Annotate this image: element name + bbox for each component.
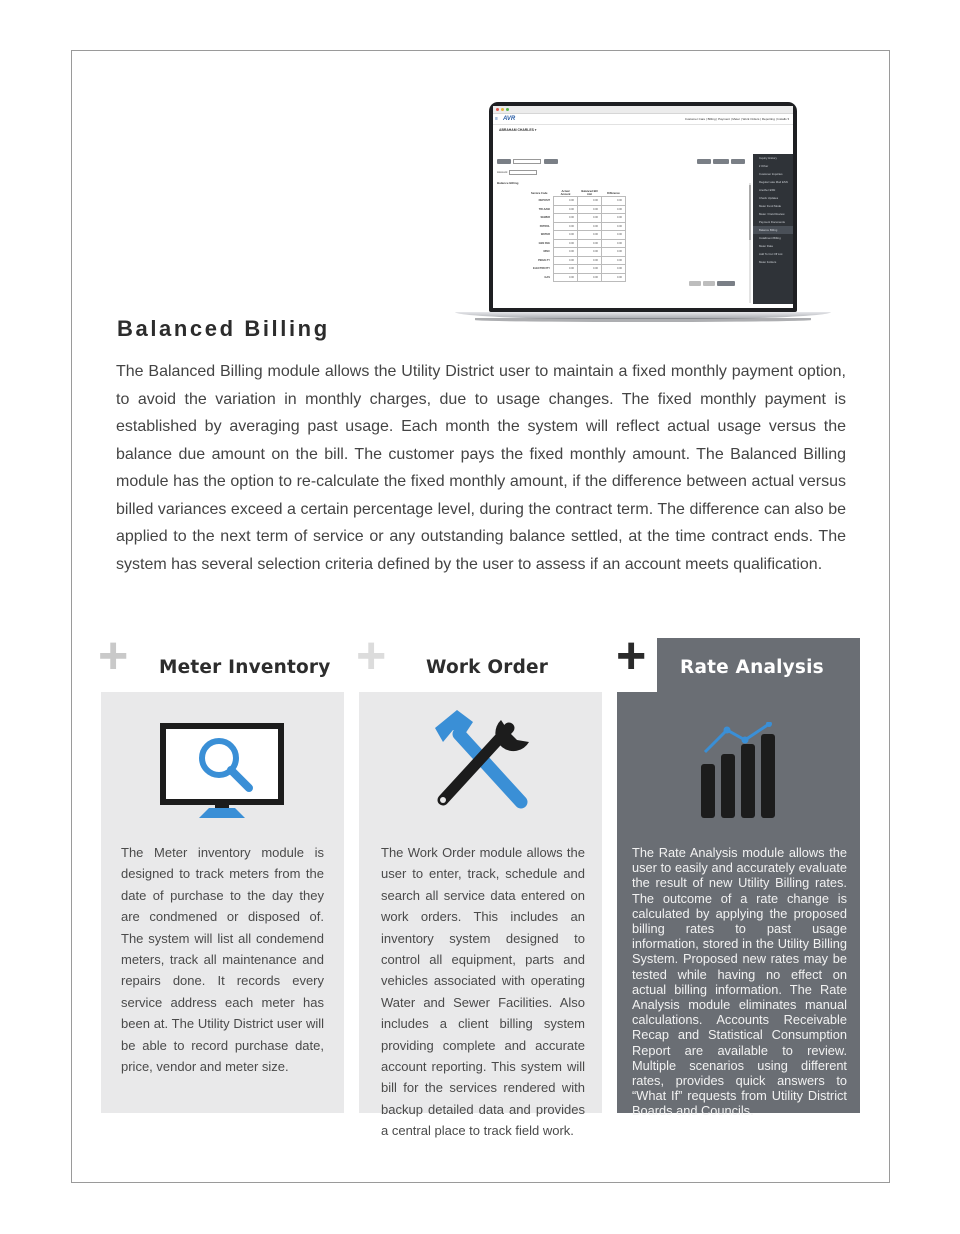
amount-cell: 0.00 [554,256,578,265]
section-body: The Balanced Billing module allows the Utility District user to maintain a fixed monthly payment option, to avoid the variation in monthly charges, due to usage changes. The fixed monthly payment is established by averaging past usage. Each month the system will reflect actual usage versus the balance due amount on the bill. The customer pays the fixed monthly amount. The Balanced Billing module has the option to re-calculate the fixed monthly amount, if the difference between actual versus billed variances exceed a certain percentage level, during the contract term. The difference can also be applied to the next term of service or any outstanding balance settled, at the time contract ends. The system has several selection criteria defined by the user to assess if an account meets qualification. [116,363,846,573]
amount-cell: 0.00 [602,265,626,274]
amount-cell: 0.00 [602,214,626,223]
sidebar-item[interactable]: Inquiry History [759,156,777,160]
service-code-cell: MISC [543,250,550,254]
account-row [497,170,747,174]
app-logo: AVR [503,116,516,122]
amount-cell: 0.00 [578,256,602,265]
app-sidebar [753,154,793,304]
sidebar-item[interactable]: Installment Billing [759,236,781,240]
service-code-cell: PENALTY [538,258,550,262]
close-dot-icon[interactable] [496,108,499,111]
sidebar-item[interactable]: Customer Inquiries [759,172,783,176]
toolbar-button-3[interactable] [731,159,745,164]
window-titlebar [493,106,793,114]
meter-inventory-card [98,627,344,1113]
customer-name[interactable]: ABRAHAM CHARLES ▾ [499,128,537,132]
column-header: Service Code [531,191,548,195]
table-row [525,256,626,265]
amount-cell: 0.00 [578,197,602,206]
sidebar-item[interactable]: Payment Documents [759,220,785,224]
service-code-cell: ELECTRICITY [532,267,550,271]
card-tab [657,638,860,692]
toolbar-button-2[interactable] [713,159,729,164]
amount-cell: 0.00 [602,273,626,282]
sidebar-item[interactable]: Check Updates [759,196,779,200]
footer-button-2[interactable] [703,281,715,286]
search-button[interactable] [497,159,511,164]
amount-cell: 0.00 [554,197,578,206]
amount-cell: 0.00 [554,273,578,282]
sidebar-item[interactable]: Meter / Field Review [759,212,785,216]
service-code-cell: PATROL [539,224,550,228]
amount-cell: 0.00 [554,248,578,257]
table-row [525,197,626,206]
table-row [525,222,626,231]
minimize-dot-icon[interactable] [501,108,504,111]
amount-cell: 0.00 [578,231,602,240]
card-tab [141,638,344,692]
maximize-dot-icon[interactable] [506,108,509,111]
table-row [525,231,626,240]
column-header: Balanced Bill Amt [581,190,598,196]
column-header: Actual Amount [560,190,571,196]
footer-buttons [689,281,749,286]
card-tab [399,638,602,692]
amount-cell: 0.00 [554,231,578,240]
amount-cell: 0.00 [602,222,626,231]
amount-cell: 0.00 [554,214,578,223]
search-select[interactable] [513,159,541,164]
card-description: The Work Order module allows the user to enter, track, schedule and search all service data entered on work orders. This includes an inventory system designed to control all equipment, parts and vehicles associated with operating Water and Sewer Facilities. Also includes a client billing system providing complete and accurate account reporting. This system will bill for the services rendered with backup detailed data and provides a central place to track field work. [381,845,585,1139]
balance-table [525,190,626,282]
card-title: Rate Analysis [680,657,824,678]
amount-cell: 0.00 [578,214,602,223]
scrollbar-thumb[interactable] [749,185,751,240]
sidebar-item[interactable]: Add To Cut Off List [759,252,783,256]
amount-cell: 0.00 [602,197,626,206]
sidebar-item[interactable]: Meter Fund Mode [759,204,782,208]
amount-cell: 0.00 [602,239,626,248]
go-button[interactable] [544,159,558,164]
plus-icon: + [616,627,647,685]
table-row [525,239,626,248]
footer-button-1[interactable] [689,281,701,286]
sidebar-item[interactable]: Meter Data [759,244,773,248]
card-description: The Rate Analysis module allows the user to easily and accurately evaluate the result of new Utility Billing rates. The outcome of a rate change is calculated by applying the proposed billing rates to past usage information, stored in the Utility Billing System. Proposed new rates may be tested while having no effect on actual billing information. The Rate Analysis module eliminates manual calculations. Accounts Receivable Recap and Statistical Consumption Report are available to review. Multiple scenarios using different rates, provides quick answers to “What If” requests from Utility District Boards and Councils. [632,845,847,1119]
service-code-cell: GAS [544,275,550,279]
amount-cell: 0.00 [554,265,578,274]
section-label: Balance Billing [497,181,519,185]
bar-chart-trend-icon [699,722,783,818]
plus-icon: + [98,627,129,685]
column-header: Difference [607,191,620,195]
section-title: Balanced Billing [117,316,330,341]
table-row [525,248,626,257]
sidebar-item[interactable]: Regular Late Mod ESN [759,180,788,184]
rate-analysis-card [616,627,860,1119]
laptop-shadow [475,318,811,322]
service-code-cell: GEN FEE [538,241,550,245]
table-row [525,273,626,282]
service-code-cell: SEWER [540,216,550,220]
laptop-screen [493,106,793,308]
amount-cell: 0.00 [578,205,602,214]
service-code-cell: TRI-SANI [538,207,550,211]
app-nav[interactable]: Customer Care | Billing | Payment | Meter | Work Orders | Reporting | Installs ▾ [684,117,789,121]
laptop-bezel [489,102,797,312]
amount-cell: 0.00 [554,222,578,231]
amount-cell: 0.00 [578,273,602,282]
work-order-card [356,627,602,1139]
amount-cell: 0.00 [602,231,626,240]
table-row [525,205,626,214]
amount-cell: 0.00 [554,239,578,248]
service-code-cell: DEPOSIT [538,199,550,203]
hammer-wrench-icon [429,706,534,814]
table-row [525,265,626,274]
menu-icon[interactable]: ≡ [495,116,498,122]
sidebar-item[interactable]: Meter Folders [759,260,777,264]
app-header [493,114,793,125]
search-row [497,159,747,165]
laptop-mockup [455,102,831,324]
amount-cell: 0.00 [602,205,626,214]
amount-cell: 0.00 [578,239,602,248]
footer-button-3[interactable] [717,281,735,286]
amount-cell: 0.00 [578,248,602,257]
account-input[interactable] [509,170,537,175]
service-code-cell: WATER [540,233,550,237]
monitor-magnifier-icon [159,722,287,820]
card-description: The Meter inventory module is designed to track meters from the date of purchase to the day they are condmened or disposed of. The system will list all condemend meters, track all maintenance and repairs done. It records every service address each meter has been at. The Utility District user will be able to record purchase date, price, vendor and meter size. [121,845,324,1075]
toolbar-button-1[interactable] [697,159,711,164]
account-label: Account: [497,170,508,174]
amount-cell: 0.00 [602,248,626,257]
card-title: Work Order [426,657,549,678]
sidebar-item[interactable]: ▾ Other [759,164,769,168]
sidebar-item[interactable]: Another ESN [759,188,776,192]
amount-cell: 0.00 [578,265,602,274]
table-row [525,214,626,223]
amount-cell: 0.00 [554,205,578,214]
card-title: Meter Inventory [159,657,331,678]
amount-cell: 0.00 [578,222,602,231]
amount-cell: 0.00 [602,256,626,265]
plus-icon: + [356,627,387,685]
sidebar-item[interactable]: Balance Billing [753,226,793,234]
